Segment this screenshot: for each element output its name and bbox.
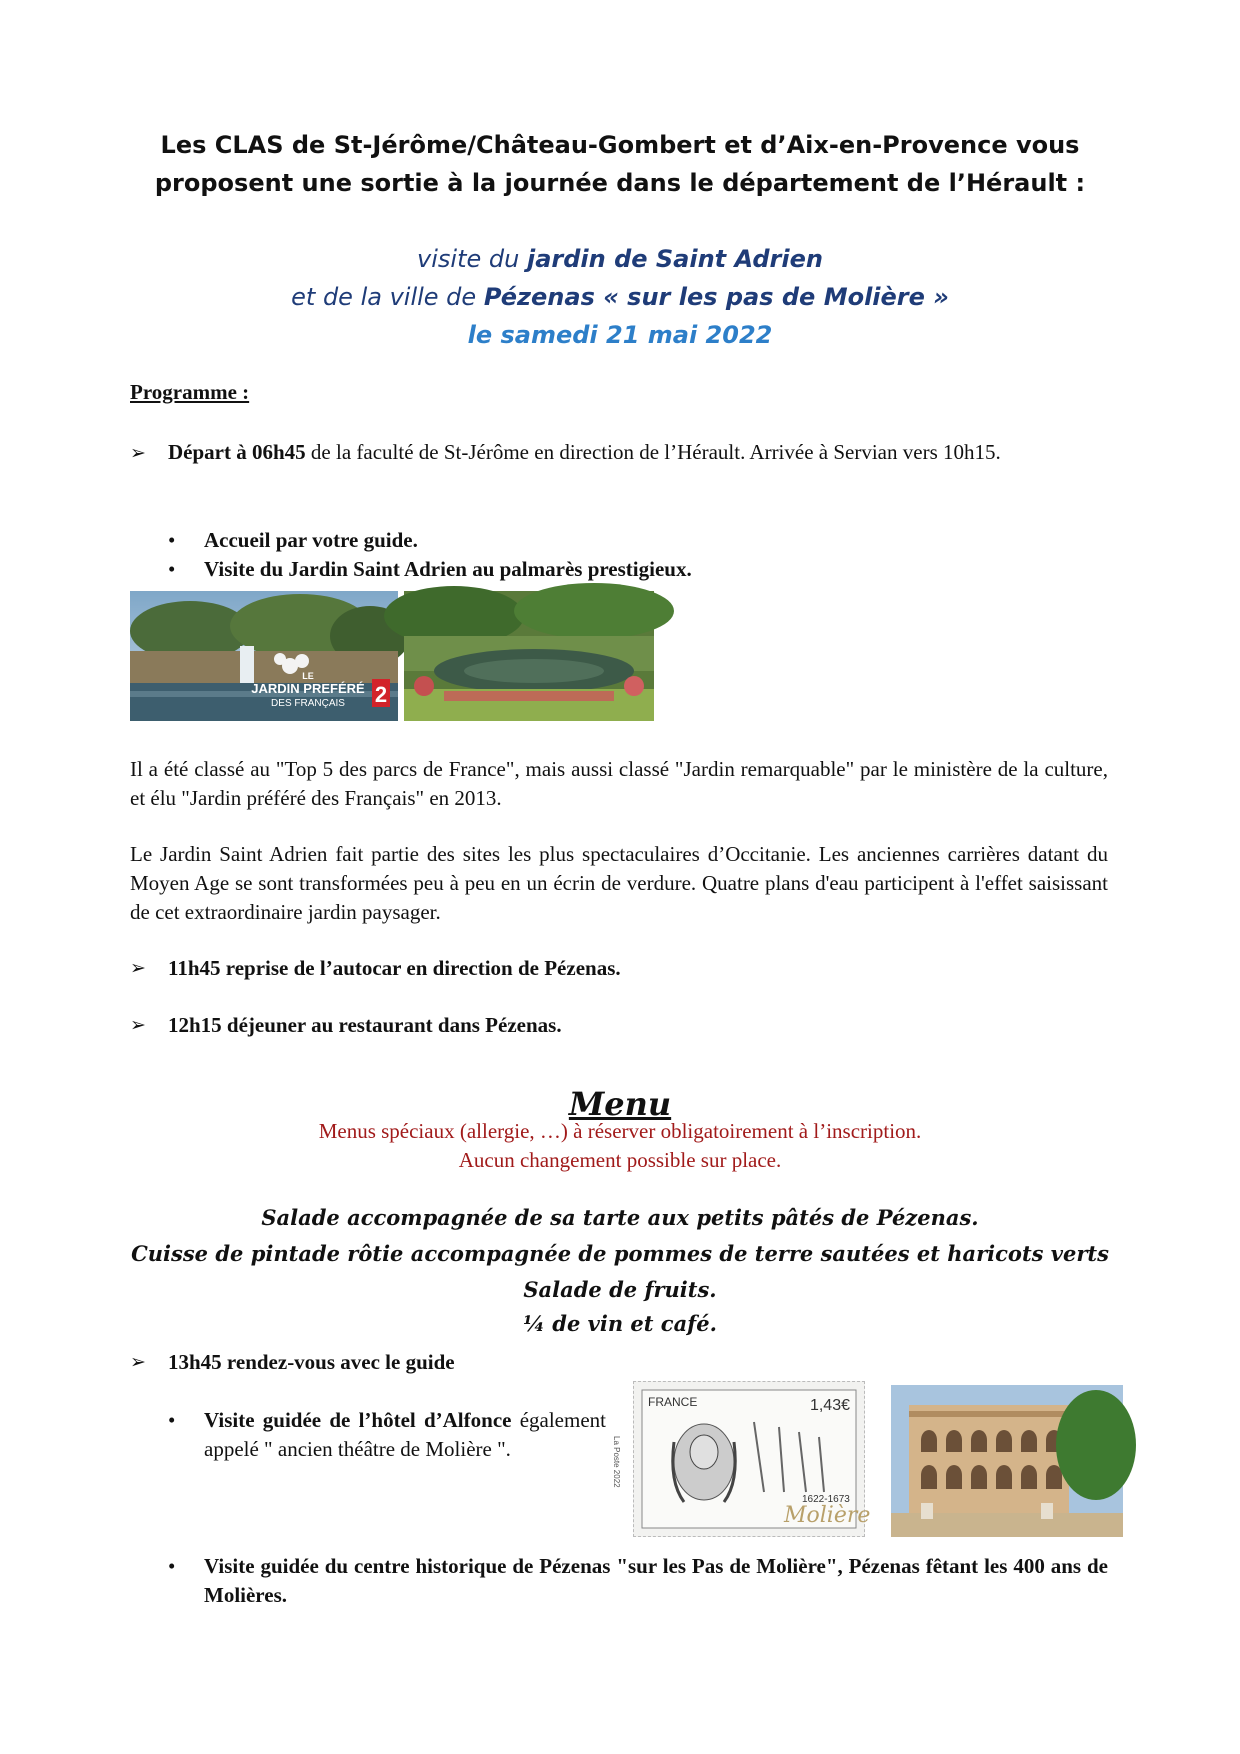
stamp-name: Molière <box>784 1503 871 1528</box>
arrow-bullet-icon: ➢ <box>130 1015 146 1036</box>
menu-title: Menu <box>568 1085 672 1123</box>
bullet-icon: • <box>168 557 176 581</box>
paragraph-description: Le Jardin Saint Adrien fait partie des sites les plus spectaculaires d’Occitanie. Les anciennes carrières datant du Moyen Age se sont transformées peu à peu en un écrin de verdure. Quatre plans d'eau participent à l'effet saisissant de cet extraordinaire jardin paysager. <box>130 842 1108 924</box>
garden-photo-1 <box>130 591 398 721</box>
stamp-side: La Poste 2022 <box>612 1436 621 1488</box>
menu-note-2: Aucun changement possible sur place. <box>458 1148 782 1172</box>
step-lunch: 12h15 déjeuner au restaurant dans Pézenas. <box>168 1013 562 1037</box>
header-line-1: Les CLAS de St-Jérôme/Château-Gombert et d’Aix-en-Provence vous <box>160 131 1080 159</box>
departure-paragraph: Départ à 06h45 de la faculté de St-Jérôme en direction de l’Hérault. Arrivée à Servian vers 10h15. <box>168 440 1001 464</box>
menu-note-1: Menus spéciaux (allergie, …) à réserver obligatoirement à l’inscription. <box>318 1119 922 1143</box>
menu-item: Salade accompagnée de sa tarte aux petits pâtés de Pézenas. <box>261 1205 979 1230</box>
bullet-garden-visit: Visite du Jardin Saint Adrien au palmarès prestigieux. <box>204 557 692 581</box>
overlay-le: LE <box>302 671 314 681</box>
centre-visit-text: Visite guidée du centre historique de Pézenas "sur les Pas de Molière", Pézenas fêtant les 400 ans de Molières. <box>204 1554 1108 1607</box>
arrow-bullet-icon: ➢ <box>130 958 146 979</box>
bullet-icon: • <box>168 1408 176 1432</box>
stamp-price: 1,43€ <box>809 1397 850 1414</box>
subtitle-block <box>130 240 1110 354</box>
event-date: le samedi 21 mai 2022 <box>467 321 773 349</box>
step-guide: 13h45 rendez-vous avec le guide <box>168 1350 455 1374</box>
bullet-welcome: Accueil par votre guide. <box>204 528 418 552</box>
hotel-photo <box>891 1385 1123 1537</box>
garden-photo-2 <box>404 591 654 721</box>
subtitle-line-1: visite du jardin de Saint Adrien <box>417 245 823 273</box>
arrow-bullet-icon: ➢ <box>130 1352 146 1373</box>
bullet-icon: • <box>168 528 176 552</box>
channel-logo: 2 <box>374 682 388 707</box>
overlay-francais: DES FRANÇAIS <box>271 698 345 709</box>
menu-item: Salade de fruits. <box>523 1277 717 1302</box>
menu-item: Cuisse de pintade rôtie accompagnée de pommes de terre sautées et haricots verts <box>131 1241 1109 1266</box>
stamp-country: FRANCE <box>648 1395 698 1409</box>
step-bus: 11h45 reprise de l’autocar en direction de Pézenas. <box>168 956 621 980</box>
hotel-visit-text: Visite guidée de l’hôtel d’Alfonce également appelé " ancien théâtre de Molière ". <box>204 1408 606 1461</box>
stamp-years: 1622-1673 <box>802 1494 850 1505</box>
arrow-bullet-icon: ➢ <box>130 443 146 464</box>
programme-heading: Programme : <box>130 380 250 404</box>
menu-item: ¼ de vin et café. <box>523 1311 717 1336</box>
moliere-stamp <box>612 1381 871 1537</box>
overlay-jardin: JARDIN PREFÉRÉ <box>251 681 365 696</box>
header-line-2: proposent une sortie à la journée dans le département de l’Hérault : <box>154 169 1086 197</box>
subtitle-line-2: et de la ville de Pézenas « sur les pas de Molière » <box>291 283 949 311</box>
bullet-icon: • <box>168 1554 176 1578</box>
paragraph-rankings: Il a été classé au "Top 5 des parcs de France", mais aussi classé "Jardin remarquable" par le ministère de la culture, et élu "Jardin préféré des Français" en 2013. <box>130 757 1108 810</box>
header-title <box>130 126 1110 202</box>
